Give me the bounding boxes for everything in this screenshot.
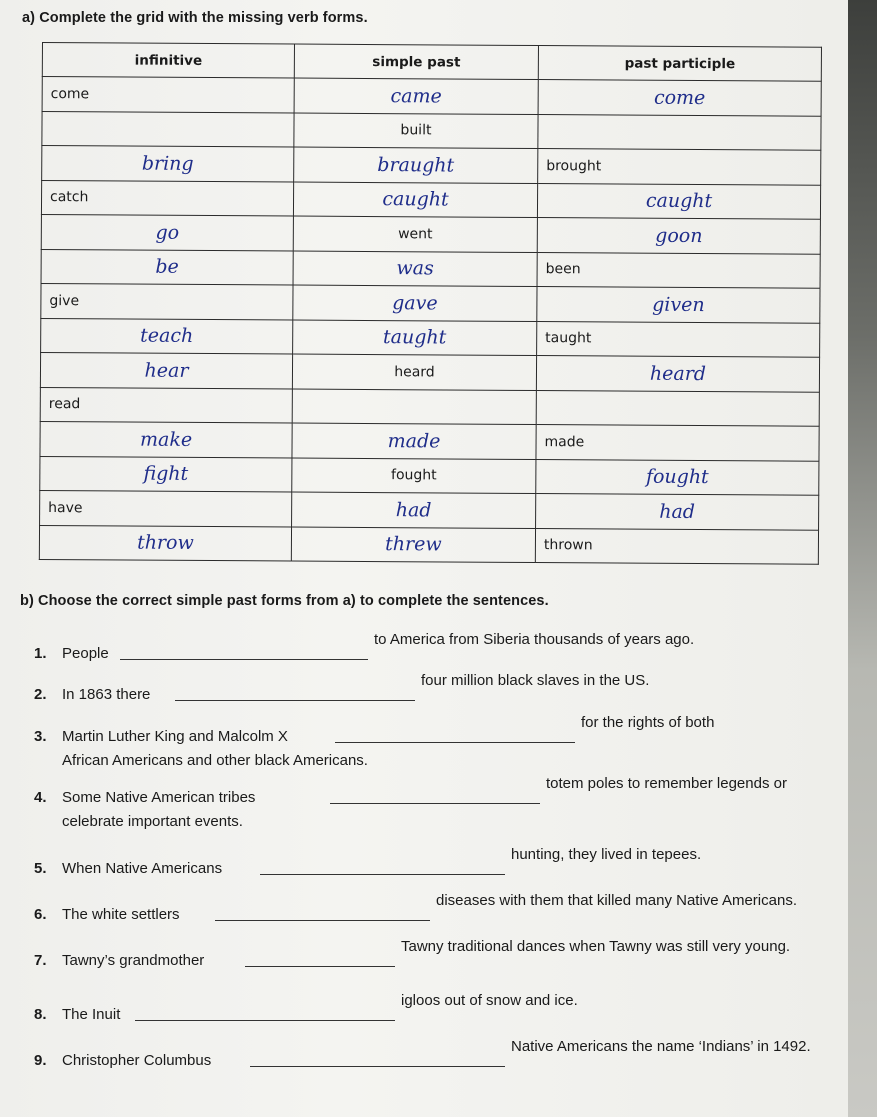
cell-infinitive[interactable] — [41, 249, 293, 285]
sentence-end: Tawny traditional dances when Tawny was still very young. — [401, 938, 791, 955]
cell-past-participle[interactable] — [535, 528, 818, 564]
cell-infinitive[interactable] — [40, 456, 292, 492]
printed-verb: read — [48, 396, 81, 413]
printed-verb: thrown — [543, 537, 593, 554]
handwritten-answer: caught — [645, 189, 713, 213]
header-simple-past: simple past — [294, 44, 538, 79]
cell-infinitive[interactable] — [40, 352, 292, 388]
printed-verb: heard — [394, 363, 435, 381]
handwritten-answer: fought — [645, 465, 709, 489]
cell-simple-past[interactable] — [294, 78, 538, 114]
cell-simple-past[interactable] — [292, 492, 536, 528]
cell-infinitive[interactable] — [41, 214, 293, 250]
header-past-participle: past participle — [538, 46, 821, 82]
printed-verb: built — [400, 122, 432, 139]
cell-simple-past[interactable] — [293, 216, 537, 252]
sentence-continuation: celebrate important events. — [62, 813, 243, 830]
cell-past-participle[interactable] — [537, 252, 820, 288]
cell-past-participle[interactable] — [537, 183, 820, 219]
answer-blank[interactable] — [250, 1066, 505, 1067]
answer-blank[interactable] — [175, 700, 415, 701]
sentence-start: Christopher Columbus — [62, 1052, 212, 1069]
background-edge — [848, 0, 877, 1117]
grid-row — [41, 180, 820, 219]
grid-row — [41, 283, 820, 322]
cell-past-participle[interactable] — [537, 287, 820, 323]
sentence-end: hunting, they lived in tepees. — [511, 846, 702, 863]
sentence-end: four million black slaves in the US. — [421, 672, 650, 689]
sentence-start: The white settlers — [62, 906, 180, 923]
task-a-title: a) Complete the grid with the missing verb forms. — [22, 10, 368, 26]
printed-verb: brought — [546, 157, 602, 175]
handwritten-answer: be — [155, 255, 179, 279]
grid-row — [39, 525, 818, 564]
cell-infinitive[interactable] — [42, 146, 294, 182]
handwritten-answer: made — [387, 429, 441, 453]
grid-row — [42, 146, 821, 185]
sentence-end: to America from Siberia thousands of years ago. — [374, 631, 695, 648]
handwritten-answer: came — [390, 84, 442, 108]
cell-past-participle[interactable] — [538, 149, 821, 185]
cell-past-participle[interactable] — [536, 390, 819, 426]
cell-simple-past[interactable] — [292, 458, 536, 494]
answer-blank[interactable] — [260, 874, 505, 875]
handwritten-answer: was — [396, 257, 434, 280]
sentence-number: 8. — [34, 1006, 47, 1023]
printed-verb: went — [398, 225, 433, 243]
answer-blank[interactable] — [215, 920, 430, 921]
handwritten-answer: heard — [649, 362, 707, 385]
sentence-start: People — [62, 645, 109, 662]
cell-past-participle[interactable] — [537, 321, 820, 357]
sentence-end: Native Americans the name ‘Indians’ in 1492. — [511, 1038, 811, 1055]
printed-verb: taught — [545, 330, 592, 347]
sentence-continuation: African Americans and other black Americans. — [62, 752, 368, 769]
handwritten-answer: make — [139, 428, 193, 451]
printed-verb: have — [48, 499, 83, 517]
sentence-number: 6. — [34, 906, 47, 923]
printed-verb: come — [50, 85, 90, 103]
handwritten-answer: goon — [655, 224, 703, 247]
sentence-end: for the rights of both — [581, 714, 715, 731]
cell-past-participle[interactable] — [537, 218, 820, 254]
sentence-number: 4. — [34, 789, 47, 806]
answer-blank[interactable] — [135, 1020, 395, 1021]
cell-infinitive[interactable] — [40, 490, 292, 526]
cell-infinitive[interactable] — [41, 283, 293, 319]
handwritten-answer: given — [652, 293, 705, 316]
handwritten-answer: threw — [385, 533, 442, 556]
sentence-start: Some Native American tribes — [62, 789, 256, 806]
cell-infinitive[interactable] — [39, 525, 291, 561]
handwritten-answer: braught — [377, 153, 455, 177]
answer-blank[interactable] — [330, 803, 540, 804]
grid-row — [40, 456, 819, 495]
printed-verb: fought — [390, 467, 437, 484]
cell-infinitive[interactable] — [42, 111, 294, 147]
sentence-end: diseases with them that killed many Native Americans. — [436, 892, 797, 909]
sentence-number: 1. — [34, 645, 47, 662]
printed-verb: catch — [50, 189, 89, 206]
grid-row — [40, 352, 819, 391]
cell-simple-past[interactable] — [291, 527, 535, 563]
cell-simple-past[interactable] — [293, 251, 537, 287]
handwritten-answer: fight — [143, 462, 189, 486]
cell-simple-past[interactable] — [293, 320, 537, 356]
cell-past-participle[interactable] — [536, 356, 819, 392]
cell-infinitive[interactable] — [40, 421, 292, 457]
grid-row — [41, 249, 820, 288]
handwritten-answer: had — [659, 500, 696, 523]
grid-row — [40, 490, 819, 529]
handwritten-answer: taught — [383, 326, 447, 349]
cell-simple-past[interactable] — [293, 285, 537, 321]
printed-verb: been — [545, 261, 581, 278]
sentence-start: Martin Luther King and Malcolm X — [62, 728, 288, 745]
handwritten-answer: teach — [140, 324, 194, 348]
sentence-end: igloos out of snow and ice. — [401, 992, 578, 1009]
handwritten-answer: throw — [137, 531, 194, 555]
sentence-start: When Native Americans — [62, 860, 223, 877]
sentence-start: The Inuit — [62, 1006, 121, 1023]
cell-past-participle[interactable] — [538, 114, 821, 150]
cell-simple-past[interactable] — [294, 147, 538, 183]
task-b-title: b) Choose the correct simple past forms from a) to complete the sentences. — [20, 593, 549, 609]
grid-row — [40, 421, 819, 460]
sentence-end: totem poles to remember legends or — [546, 775, 787, 792]
grid-row — [41, 214, 820, 253]
cell-infinitive[interactable] — [40, 387, 292, 423]
handwritten-answer: bring — [141, 152, 194, 175]
sentence-number: 5. — [34, 860, 47, 877]
answer-blank[interactable] — [245, 966, 395, 967]
cell-past-participle[interactable] — [538, 80, 821, 116]
handwritten-answer: hear — [144, 359, 189, 382]
cell-past-participle[interactable] — [536, 459, 819, 495]
handwritten-answer: had — [395, 498, 432, 522]
sentence-number: 3. — [34, 728, 47, 745]
verb-forms-grid — [39, 42, 822, 565]
cell-infinitive[interactable] — [41, 180, 293, 216]
cell-simple-past[interactable] — [294, 113, 538, 149]
cell-simple-past[interactable] — [292, 354, 536, 390]
cell-simple-past[interactable] — [292, 423, 536, 459]
cell-simple-past[interactable] — [293, 182, 537, 218]
grid-row — [42, 111, 821, 150]
sentence-number: 7. — [34, 952, 47, 969]
sentence-number: 9. — [34, 1052, 47, 1069]
sentence-start: In 1863 there — [62, 686, 151, 703]
handwritten-answer: caught — [382, 188, 449, 211]
handwritten-answer: go — [155, 221, 180, 244]
cell-past-participle[interactable] — [536, 425, 819, 461]
answer-blank[interactable] — [335, 742, 575, 743]
handwritten-answer: come — [653, 86, 706, 109]
grid-row — [41, 318, 820, 357]
grid-row — [40, 387, 819, 426]
cell-infinitive[interactable] — [42, 77, 294, 113]
grid-body — [39, 77, 821, 565]
sentence-number: 2. — [34, 686, 47, 703]
cell-past-participle[interactable] — [536, 494, 819, 530]
cell-simple-past[interactable] — [292, 389, 536, 425]
header-infinitive: infinitive — [42, 43, 294, 79]
printed-verb: made — [544, 433, 585, 451]
answer-blank[interactable] — [120, 659, 368, 660]
handwritten-answer: gave — [392, 291, 438, 315]
grid-row — [42, 77, 821, 116]
printed-verb: give — [49, 292, 80, 309]
cell-infinitive[interactable] — [41, 318, 293, 354]
sentence-start: Tawny’s grandmother — [62, 952, 205, 969]
